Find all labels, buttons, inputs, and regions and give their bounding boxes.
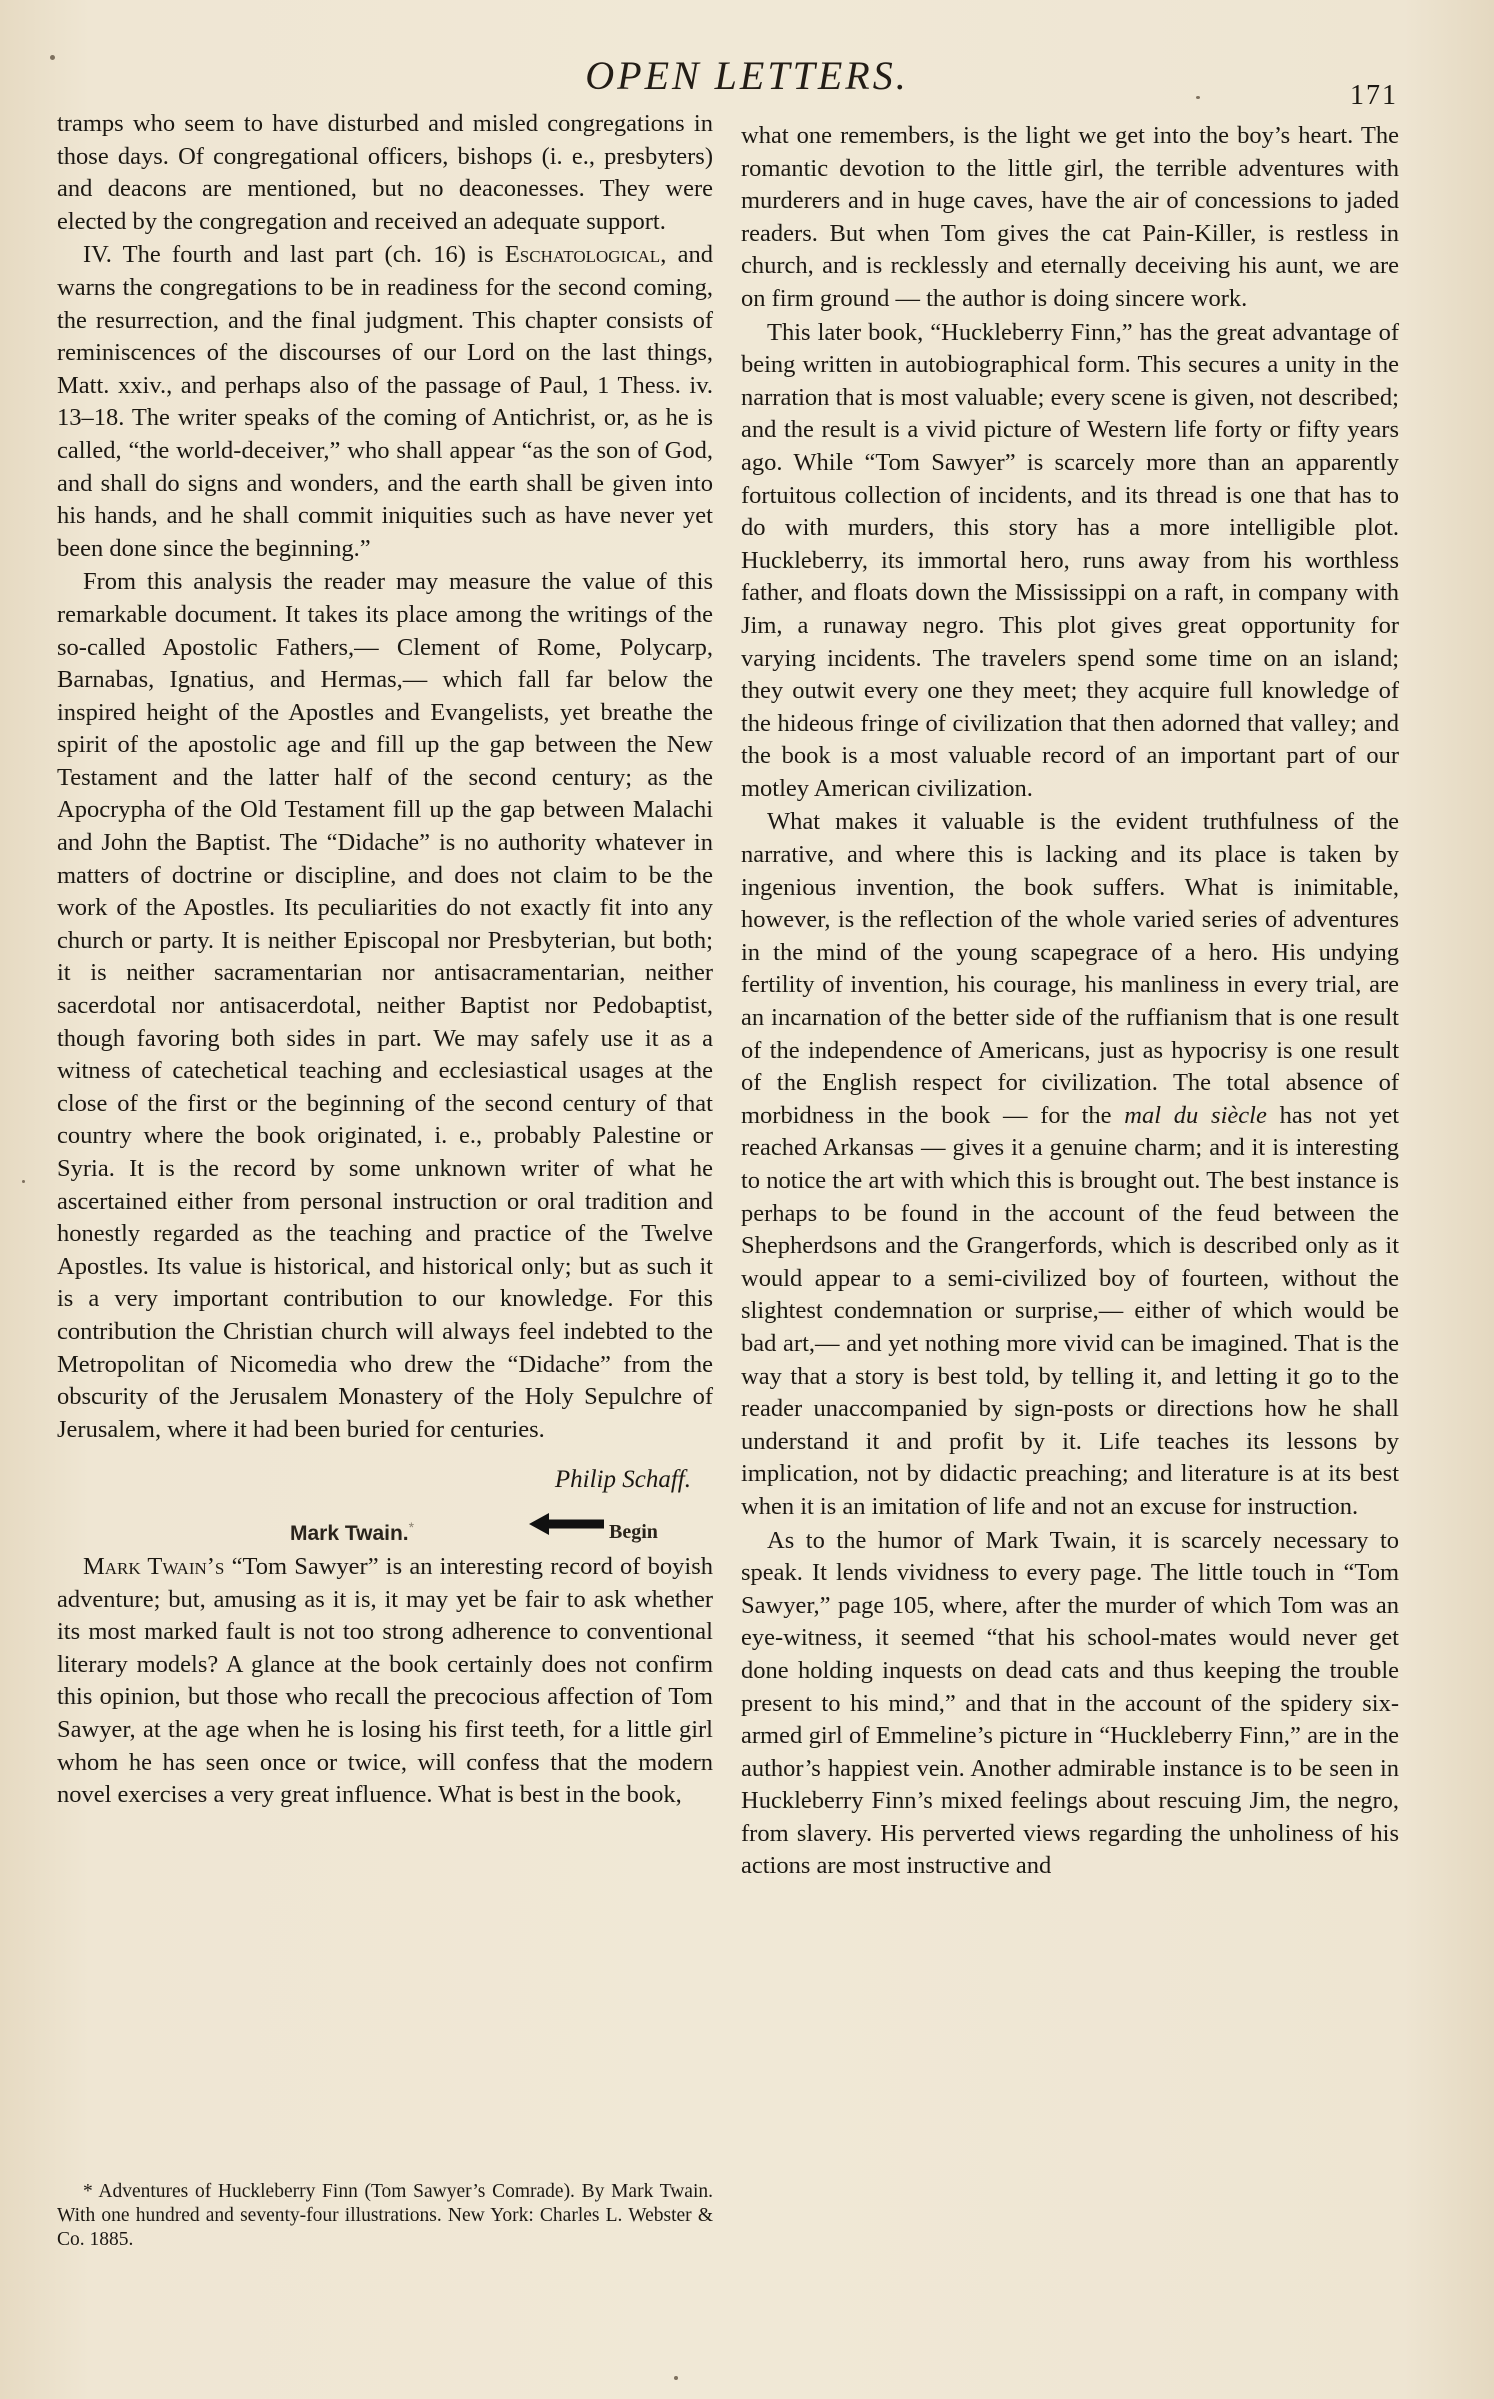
paper-speck (22, 1180, 25, 1183)
paragraph-text: What makes it valuable is the evident truthfulness of the narrative, and where this is lacking and its place is taken by ingenious invention, the book suffers. What is inimitable, however, is the reflection of the whole varied series of adventures in the mind of the young scapegrace of a hero. His undying fertility of invention, his courage, his manliness in every trial, are an incarnation of the better side of the ruffianism that is one result of the independence of Americans, just as hypocrisy is one result of the English respect for civilization. The total absence of morbidness in the book — for the (741, 808, 1399, 1129)
section-title (290, 1511, 414, 1551)
left-arrow-icon (529, 1513, 604, 1535)
begin-annotation: Begin (609, 1520, 658, 1543)
left-column (57, 108, 713, 1812)
paper-speck (1196, 96, 1200, 99)
paragraph: what one remembers, is the light we get into the boy’s heart. The romantic devotion to the little girl, the terrible adventures with murderers and in huge caves, have the air of concessions to jaded readers. But when Tom gives the cat Pain-Killer, is restless in church, and is recklessly and eternally deceiving his aunt, we are on firm ground — the author is doing sincere work. (741, 122, 1399, 312)
paragraph (57, 239, 713, 565)
small-caps-term: Eschatological (504, 241, 661, 269)
paragraph: tramps who seem to have disturbed and misled congregations in those days. Of congregational officers, bishops (i. e., presbyters) and deacons are mentioned, but no deaconesses. They were elected by the congregation and received an adequate support. (57, 110, 713, 235)
page-number: 171 (1350, 80, 1398, 111)
section-body (57, 1551, 713, 1812)
paper-speck (50, 55, 55, 60)
footnote-mark: * (408, 1518, 415, 1535)
footnote: * Adventures of Huckleberry Finn (Tom Sawyer’s Comrade). By Mark Twain. With one hundred and seventy-four illustrations. New York: Charles L. Webster & Co. 1885. (57, 2181, 713, 2250)
section-title-text: Mark Twain. (290, 1521, 409, 1545)
paper-speck (674, 2376, 678, 2380)
italic-phrase: mal du siècle (1124, 1101, 1267, 1129)
paragraph-text: has not yet reached Arkansas — gives it a genuine charm; and it is interesting to notice the art with which this is brought out. The best instance is perhaps to be found in the account of the feud between the Shepherdsons and the Grangerfords, which is described only as it would appear to a semi-civilized boy of fourteen, without the slightest condemnation or surprise,— either of which would be bad art,— and yet nothing more vivid can be imagined. That is the way that a story is best told, by telling it, and letting it go to the reader unaccompanied by sign-posts or directions how he shall understand it and profit by it. Life teaches its lessons by implication, not by didactic preaching; and literature is at its best when it is an imitation of life and not an excuse for instruction. (741, 1101, 1400, 1520)
running-head: OPEN LETTERS. (585, 53, 909, 98)
paragraph (741, 806, 1399, 1523)
small-caps-name: Mark Twain’s (83, 1552, 225, 1580)
paragraph: As to the humor of Mark Twain, it is scarcely necessary to speak. It lends vividness to every page. The little touch in “Tom Sawyer,” page 105, where, after the murder of which Tom was an eye-witness, it seemed “that his school-mates would never get done holding inquests on dead cats and thus keeping the trouble present to his mind,” and that in the account of the spidery six-armed girl of Emmeline’s picture in “Huckleberry Finn,” are in the author’s happiest vein. Another admirable instance is to be seen in Huckleberry Finn’s mixed feelings about rescuing Jim, the negro, from slavery. His perverted views regarding the unholiness of his actions are most instructive and (741, 1526, 1399, 1880)
author-signature: Philip Schaff. (554, 1466, 691, 1494)
right-column (741, 120, 1399, 1883)
paragraph: This later book, “Huckleberry Finn,” has the great advantage of being written in autobiographical form. This secures a unity in the narration that is most valuable; every scene is given, not described; and the result is a vivid picture of Western life forty or fifty years ago. While “Tom Sawyer” is scarcely more than an apparently fortuitous collection of incidents, and its thread is one that has to do with murders, this story has a more intelligible plot. Huckleberry, its immortal hero, runs away from his worthless father, and floats down the Mississippi on a raft, in company with Jim, a runaway negro. This plot gives great opportunity for varying incidents. The travelers spend some time on an island; they outwit every one they meet; they acquire full knowledge of the hideous fringe of civilization that then adorned that valley; and the book is a most valuable record of an important part of our motley American civilization. (741, 318, 1399, 802)
paragraph-text: , and warns the congregations to be in readiness for the second coming, the resurrection, and the final judgment. This chapter consists of reminiscences of the discourses of our Lord on the last things, Matt. xxiv., and perhaps also of the passage of Paul, 1 Thess. iv. 13–18. The writer speaks of the coming of Antichrist, or, as he is called, “the world-deceiver,” who shall appear “as the son of God, and shall do signs and wonders, and the earth shall be given into his hands, and he shall commit iniquities such as have never yet been done since the beginning.” (57, 241, 713, 562)
paragraph: From this analysis the reader may measure the value of this remarkable document. It takes its place among the writings of the so-called Apostolic Fathers,— Clement of Rome, Polycarp, Barnabas, Ignatius, and Hermas,— which fall far below the inspired height of the Apostles and Evangelists, yet breathe the spirit of the apostolic age and fill up the gap between the New Testament and the latter half of the second century; as the Apocrypha of the Old Testament fill up the gap between Malachi and John the Baptist. The “Didache” is no authority whatever in matters of doctrine or discipline, and does not claim to be the work of the Apostles. Its peculiarities do not exactly fit into any church or party. It is neither Episcopal nor Presbyterian, but both; it is neither sacramentarian nor antisacramentarian, neither sacerdotal nor antisacerdotal, neither Baptist nor Pedobaptist, though favoring both sides in part. We may safely use it as a witness of catechetical teaching and ecclesiastical usages at the close of the first or the beginning of the second century of that country where the book originated, i. e., probably Palestine or Syria. It is the record by some unknown writer of what he ascertained either from personal instruction or oral tradition and honestly regarded as the teaching and practice of the Twelve Apostles. Its value is historical, and historical only; but as such it is a very important contribution to our knowledge. For this contribution the Christian church will always feel indebted to the Metropolitan of Nicomedia who drew the “Didache” from the obscurity of the Jerusalem Monastery of the Holy Sepulchre of Jerusalem, where it had been buried for centuries. (57, 568, 713, 1443)
paragraph (57, 1551, 713, 1812)
paragraph-text: “Tom Sawyer” is an interesting record of boyish adventure; but, amusing as it is, it may yet be fair to ask whether its most marked fault is not too strong adherence to conventional literary models? A glance at the book certainly does not confirm this opinion, but those who recall the precocious affection of Tom Sawyer, at the age when he is losing his first teeth, for a little girl whom he has seen once or twice, will confess that the modern novel exercises a very great influence. What is best in the book, (57, 1552, 713, 1809)
section-heading (57, 1501, 713, 1545)
paragraph-text: IV. The fourth and last part (ch. 16) is (83, 241, 505, 269)
